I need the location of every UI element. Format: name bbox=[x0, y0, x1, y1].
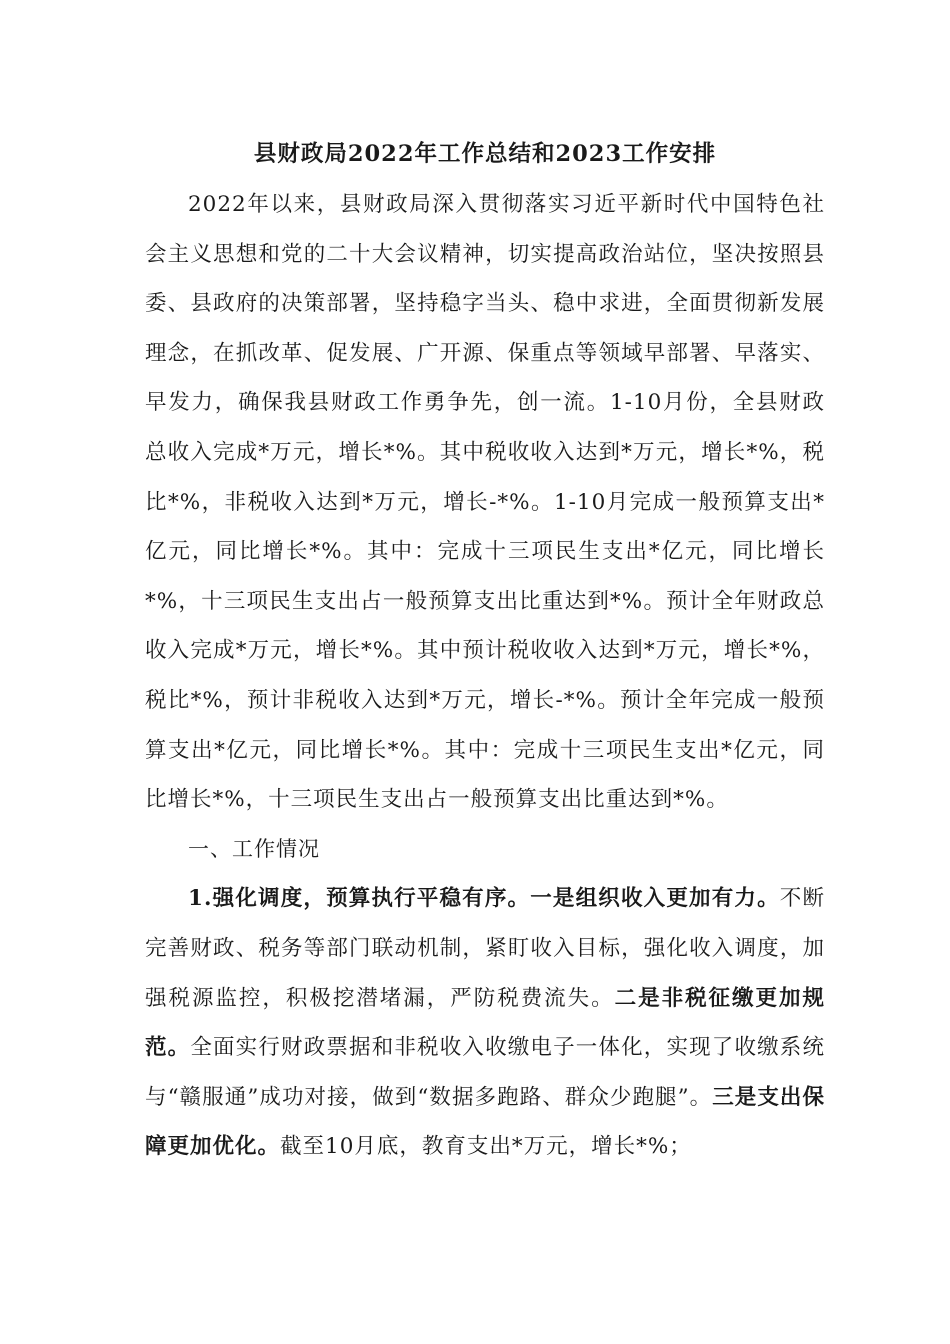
bold-lead-budget-execution: 1.强化调度，预算执行平稳有序。一是组织收入更加有力。 bbox=[188, 886, 780, 912]
section-heading-work-status: 一、工作情况 bbox=[188, 836, 320, 861]
intro-paragraph: 2022年以来，县财政局深入贯彻落实习近平新时代中国特色社会主义思想和党的二十大会议精神，切实提高政治站位，坚决按照县委、县政府的决策部署，坚持稳字当头、稳中求进，全面贯彻新发展理念，在抓改革、促发展、广开源、保重点等领域早部署、早落实、早发力，确保我县财政工作勇争先，创一流。1-10月份，全县财政总收入完成*万元，增长*%。其中税收收入达到*万元，增长*%，税比*%，非税收入达到*万元，增长-*%。1-10月完成一般预算支出*亿元，同比增长*%。其中：完成十三项民生支出*亿元，同比增长*%，十三项民生支出占一般预算支出比重达到*%。预计全年财政总收入完成*万元，增长*%。其中预计税收收入达到*万元，增长*%，税比*%，预计非税收入达到*万元，增长-*%。预计全年完成一般预算支出*亿元，同比增长*%。其中：完成十三项民生支出*亿元，同比增长*%，十三项民生支出占一般预算支出比重达到*%。 bbox=[145, 192, 825, 813]
bold-lead-nontax: 二是非税征缴更加规范。 bbox=[145, 985, 825, 1061]
section-one-paragraph bbox=[145, 874, 825, 1172]
paragraph-text-nontax: 全面实行财政票据和非税收入收缴电子一体化，实现了收缴系统与“赣服通”成功对接，做到“数据多跑路、群众少跑腿”。 bbox=[145, 1035, 825, 1110]
document-page bbox=[145, 130, 825, 1172]
paragraph-text-revenue: 不断完善财政、税务等部门联动机制，紧盯收入目标，强化收入调度，加强税源监控，积极挖潜堵漏，严防税费流失。 bbox=[145, 886, 825, 1011]
paragraph-text-expenditure: 截至10月底，教育支出*万元，增长*%； bbox=[280, 1134, 692, 1160]
bold-lead-expenditure: 三是支出保障更加优化。 bbox=[145, 1084, 825, 1160]
document-title: 县财政局2022年工作总结和2023工作安排 bbox=[253, 141, 717, 167]
